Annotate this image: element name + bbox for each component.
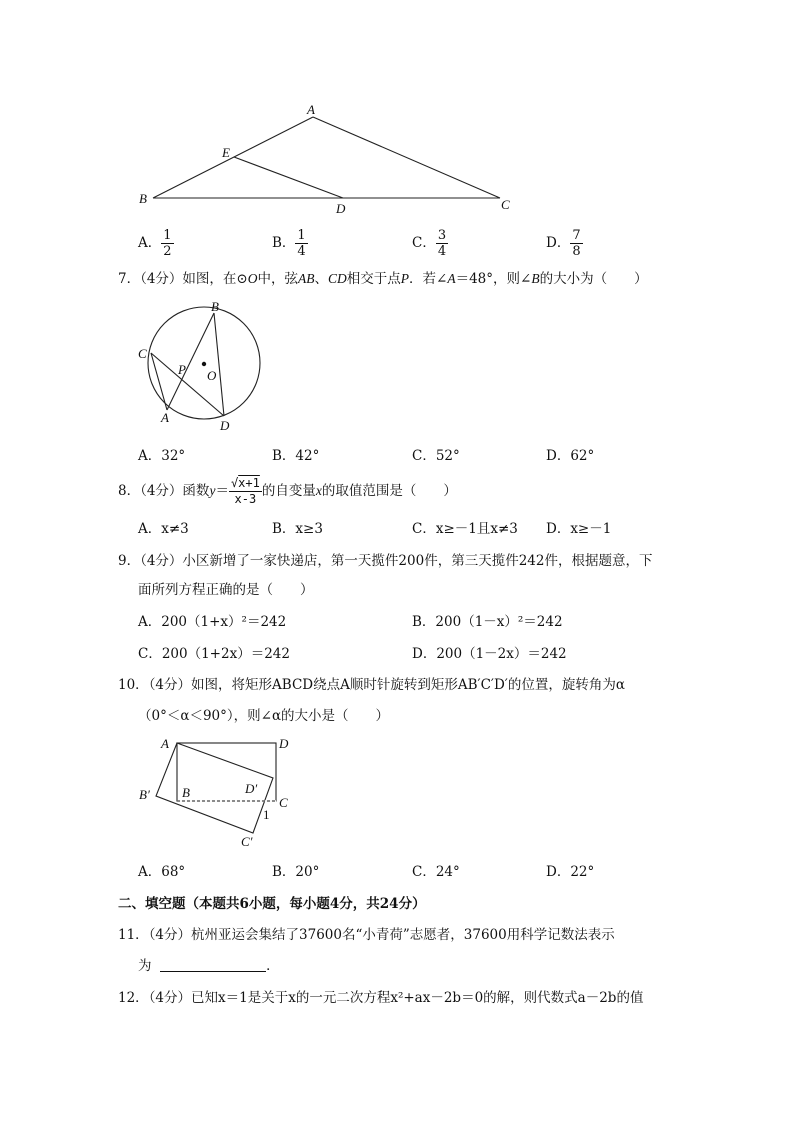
q6-option-a[interactable]: A． $\frac{1}{2}$	[138, 228, 172, 259]
q8-option-c[interactable]: C．x≥－1且x≠3	[412, 521, 518, 537]
q9-stem-line1: 9．（4分）小区新增了一家快递店，第一天揽件200件，第三天揽件242件，根据题意，下	[118, 553, 653, 569]
q7-stem: 7．（4分）如图，在⊙O中，弦AB、CD相交于点P．若∠A＝48°，则∠B的大小为（ ）	[118, 271, 648, 287]
q9-stem-line2: 面所列方程正确的是（ ）	[138, 582, 314, 598]
q10-option-a[interactable]: A．68°	[138, 864, 186, 880]
q7-label-a: A	[161, 410, 169, 425]
q10-label-b: B	[182, 785, 190, 800]
q7-option-b[interactable]: B．42°	[272, 448, 320, 464]
q10-stem-line1: 10．（4分）如图，将矩形ABCD绕点A顺时针旋转到矩形AB′C′D′的位置，旋转角为α	[118, 677, 625, 693]
section-heading: 二、填空题（本题共6小题，每小题4分，共24分）	[118, 896, 426, 912]
q10-label-angle-1: 1	[263, 807, 270, 822]
fraction-sqrt: $\frac{√x+1}{x-3}$	[230, 476, 260, 506]
q12-stem-line1: 12．（4分）已知x＝1是关于x的一元二次方程x²+ax－2b＝0的解，则代数式a－2b的值	[118, 990, 644, 1006]
q11-stem-line2: 为 ．	[138, 958, 280, 974]
q7-label-d: D	[220, 418, 230, 433]
q6-label-e: E	[222, 145, 230, 160]
q9-option-b[interactable]: B．200（1－x）²＝242	[412, 614, 563, 630]
q8-option-d[interactable]: D．x≥－1	[546, 521, 612, 537]
q10-stem-line2: （0°＜α＜90°），则∠α的大小是（ ）	[138, 708, 390, 724]
fraction: $\frac{1}{2}$	[163, 228, 172, 259]
q10-label-a: A	[161, 736, 169, 751]
fraction: $\frac{3}{4}$	[437, 228, 447, 259]
q11-stem-line1: 11．（4分）杭州亚运会集结了37600名“小青荷”志愿者，37600用科学记数法表示	[118, 927, 615, 943]
q9-option-d[interactable]: D．200（1－2x）＝242	[412, 646, 567, 662]
q10-label-c: C	[279, 795, 288, 810]
q10-label-d: D	[279, 736, 289, 751]
q6-label-d: D	[336, 201, 346, 216]
q9-option-a[interactable]: A．200（1+x）²＝242	[138, 614, 287, 630]
q8-stem: 8．（4分）函数y＝ $\frac{√x+1}{x-3}$ 的自变量x的取值范围是（ ）	[118, 476, 457, 506]
q10-option-d[interactable]: D．22°	[546, 864, 595, 880]
q7-option-c[interactable]: C．52°	[412, 448, 460, 464]
q8-option-b[interactable]: B．x≥3	[272, 521, 323, 537]
fraction: $\frac{1}{4}$	[297, 228, 306, 259]
answer-blank[interactable]	[160, 957, 266, 972]
q6-label-b: B	[139, 191, 147, 206]
q7-label-p: P	[178, 362, 186, 377]
q10-label-b-prime: B′	[139, 787, 150, 802]
q7-option-a[interactable]: A．32°	[138, 448, 186, 464]
q7-option-d[interactable]: D．62°	[546, 448, 595, 464]
q8-option-a[interactable]: A．x≠3	[138, 521, 189, 537]
q6-option-d[interactable]: D． $\frac{7}{8}$	[546, 228, 581, 259]
q6-label-c: C	[501, 197, 510, 212]
q10-option-b[interactable]: B．20°	[272, 864, 320, 880]
q6-label-a: A	[307, 102, 315, 117]
fraction: $\frac{7}{8}$	[572, 228, 581, 259]
q7-label-b: B	[211, 299, 219, 314]
q9-option-c[interactable]: C．200（1+2x）＝242	[138, 646, 290, 662]
q10-label-d-prime: D′	[245, 781, 258, 796]
q7-label-o: O	[207, 368, 217, 383]
q6-option-b[interactable]: B． $\frac{1}{4}$	[272, 228, 306, 259]
q10-label-c-prime: C′	[241, 834, 253, 849]
q10-option-c[interactable]: C．24°	[412, 864, 460, 880]
q6-option-c[interactable]: C． $\frac{3}{4}$	[412, 228, 447, 259]
q7-label-c: C	[138, 346, 147, 361]
sqrt-icon: √	[230, 476, 239, 490]
